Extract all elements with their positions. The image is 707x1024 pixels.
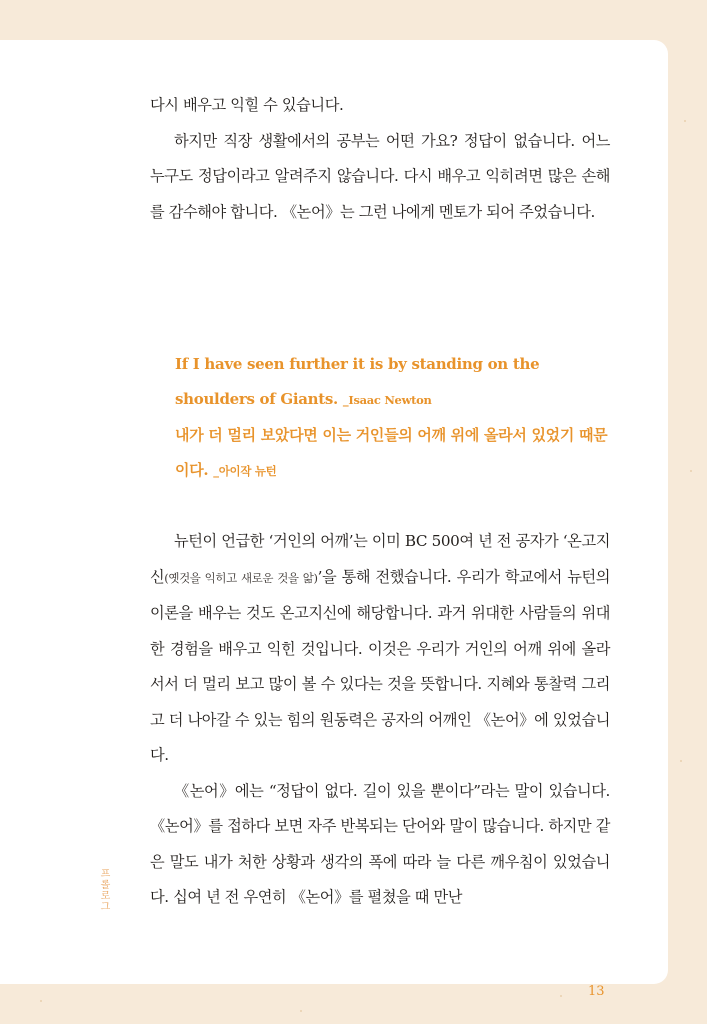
paragraph-1-line1: 다시 배우고 익힐 수 있습니다.	[150, 96, 344, 114]
paragraph-group-2	[150, 524, 610, 916]
paragraph-2-text-a: 뉴턴이 언급한 ‘거인의 어깨’는 이미 BC 500여 년 전 공자가 ‘온고지신	[150, 532, 610, 586]
paragraph-3: 《논어》에는 “정답이 없다. 길이 있을 뿐이다”라는 말이 있습니다. 《논어》를 접하다 보면 자주 반복되는 단어와 말이 많습니다. 하지만 같은 말도 내가 처한 상황과 생각의 폭에 따라 늘 다른 깨우침이 있었습니다. 십여 년 전 우연히 《논어》를 펼쳤을 때 만난	[150, 781, 610, 906]
quote-korean	[175, 418, 615, 489]
quote-english	[175, 347, 615, 418]
page-number: 13	[588, 984, 605, 999]
quote-korean-author: _아이작 뉴턴	[213, 464, 277, 478]
quote-english-author: _Isaac Newton	[342, 393, 432, 407]
book-page	[0, 40, 668, 999]
paragraph-1	[150, 88, 610, 230]
paragraph-2-small-note: (옛것을 익히고 새로운 것을 앎)	[164, 570, 318, 585]
quote-korean-text: 내가 더 멀리 보았다면 이는 거인들의 어깨 위에 올라서 있었기 때문이다.	[175, 426, 608, 479]
quote-english-text: If I have seen further it is by standing on the shoulders of Giants.	[175, 355, 540, 408]
newton-quote	[175, 347, 615, 489]
paragraph-1-text: 하지만 직장 생활에서의 공부는 어떤 가요? 정답이 없습니다. 어느 누구도 정답이라고 알려주지 않습니다. 다시 배우고 익히려면 많은 손해를 감수해야 합니다. 《논어》는 그런 나에게 멘토가 되어 주었습니다.	[150, 131, 610, 221]
paragraph-2-text-b: ’을 통해 전했습니다. 우리가 학교에서 뉴턴의 이론을 배우는 것도 온고지신에 해당합니다. 과거 위대한 사람들의 위대한 경험을 배우고 익힌 것입니다. 이것은 우리가 거인의 어깨 위에 올라서서 더 멀리 보고 많이 볼 수 있다는 것을 뜻합니다. 지혜와 통찰력 그리고 더 나아갈 수 있는 힘의 원동력은 공자의 어깨인 《논어》에 있었습니다.	[150, 567, 611, 764]
chapter-side-label: 프롤로그	[98, 868, 109, 912]
paragraph-2	[150, 524, 610, 774]
